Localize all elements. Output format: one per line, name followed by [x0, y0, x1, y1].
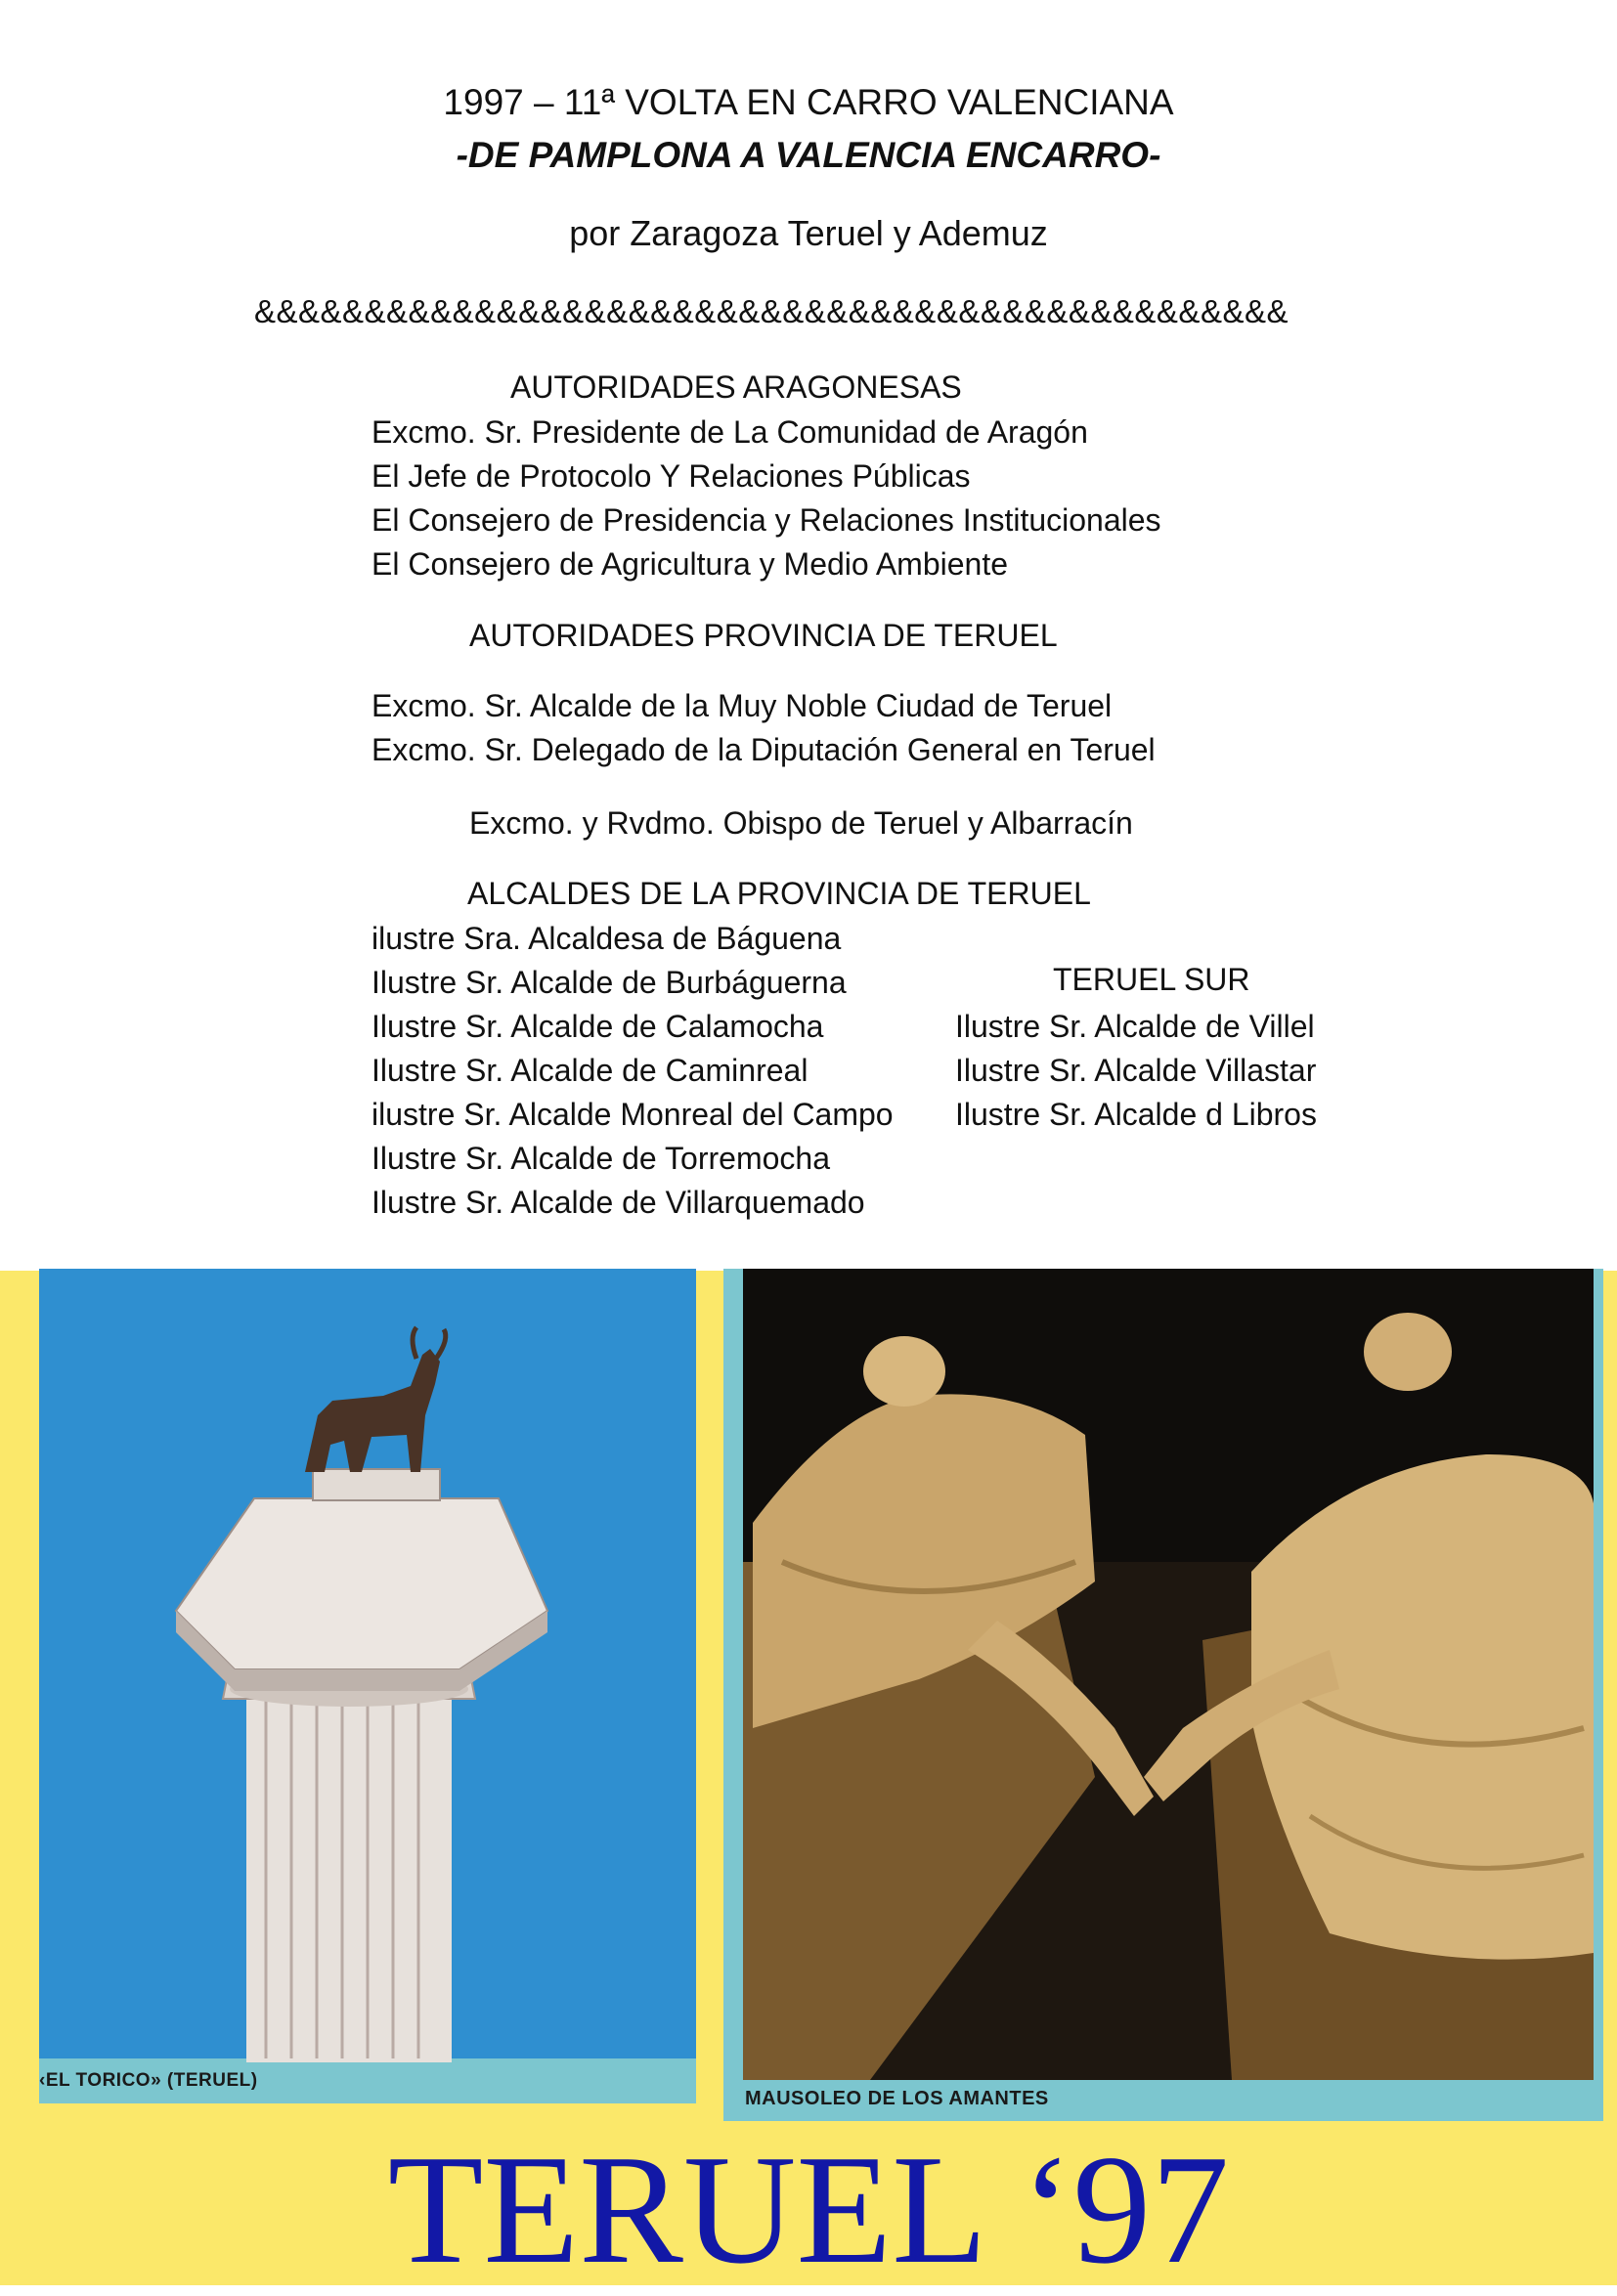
torico-photo-frame [39, 1269, 696, 2103]
aragon-item: El Consejero de Agricultura y Medio Ambiente [371, 546, 1009, 582]
alcaldes-list [371, 917, 894, 1225]
amantes-photo [723, 1269, 1603, 2121]
header-line-2: -DE PAMPLONA A VALENCIA ENCARRO- [456, 135, 1161, 175]
teruel-prov-item: Excmo. Sr. Alcalde de la Muy Noble Ciudad de Teruel [371, 688, 1113, 723]
aragon-item: Excmo. Sr. Presidente de La Comunidad de Aragón [371, 414, 1088, 450]
torico-caption: ‹EL TORICO» (TERUEL) [39, 2070, 258, 2091]
header-line-1: 1997 – 11ª VOLTA EN CARRO VALENCIANA [443, 82, 1174, 122]
amantes-caption: MAUSOLEO DE LOS AMANTES [745, 2088, 1049, 2109]
teruel-prov-list [371, 684, 1156, 772]
alcalde-item: ilustre Sra. Alcaldesa de Báguena [371, 921, 842, 956]
ampersand-separator: &&&&&&&&&&&&&&&&&&&&&&&&&&&&&&&&&&&&&&&&&&&&&&& [253, 293, 1289, 329]
aragon-item: El Jefe de Protocolo Y Relaciones Públicas [371, 458, 971, 494]
teruel-sur-item: Ilustre Sr. Alcalde d Libros [955, 1097, 1317, 1132]
alcalde-item: Ilustre Sr. Alcalde de Caminreal [371, 1053, 808, 1088]
alcalde-item: Ilustre Sr. Alcalde de Villarquemado [371, 1185, 865, 1220]
alcaldes-title: ALCALDES DE LA PROVINCIA DE TERUEL [467, 876, 1091, 911]
teruel-sur-item: Ilustre Sr. Alcalde Villastar [955, 1053, 1317, 1088]
alcalde-item: Ilustre Sr. Alcalde de Burbáguerna [371, 965, 847, 1000]
alcalde-item: Ilustre Sr. Alcalde de Calamocha [371, 1009, 824, 1044]
amantes-photo-frame [723, 1269, 1603, 2121]
bishop-line: Excmo. y Rvdmo. Obispo de Teruel y Albarracín [469, 805, 1133, 841]
aragon-item: El Consejero de Presidencia y Relaciones Institucionales [371, 502, 1161, 538]
alcalde-item: Ilustre Sr. Alcalde de Torremocha [371, 1141, 830, 1176]
aragon-list [371, 411, 1161, 586]
header-line-3: por Zaragoza Teruel y Ademuz [569, 213, 1048, 253]
teruel-prov-item: Excmo. Sr. Delegado de la Diputación General en Teruel [371, 732, 1156, 767]
teruel-prov-title: AUTORIDADES PROVINCIA DE TERUEL [469, 618, 1058, 653]
alcalde-item: ilustre Sr. Alcalde Monreal del Campo [371, 1097, 894, 1132]
teruel-97-title: TERUEL ‘97 [387, 2122, 1230, 2296]
torico-photo [39, 1269, 696, 2103]
teruel-sur-title: TERUEL SUR [1053, 962, 1250, 997]
aragon-title: AUTORIDADES ARAGONESAS [510, 369, 962, 405]
teruel-sur-item: Ilustre Sr. Alcalde de Villel [955, 1009, 1315, 1044]
teruel-sur-list [955, 1005, 1317, 1137]
